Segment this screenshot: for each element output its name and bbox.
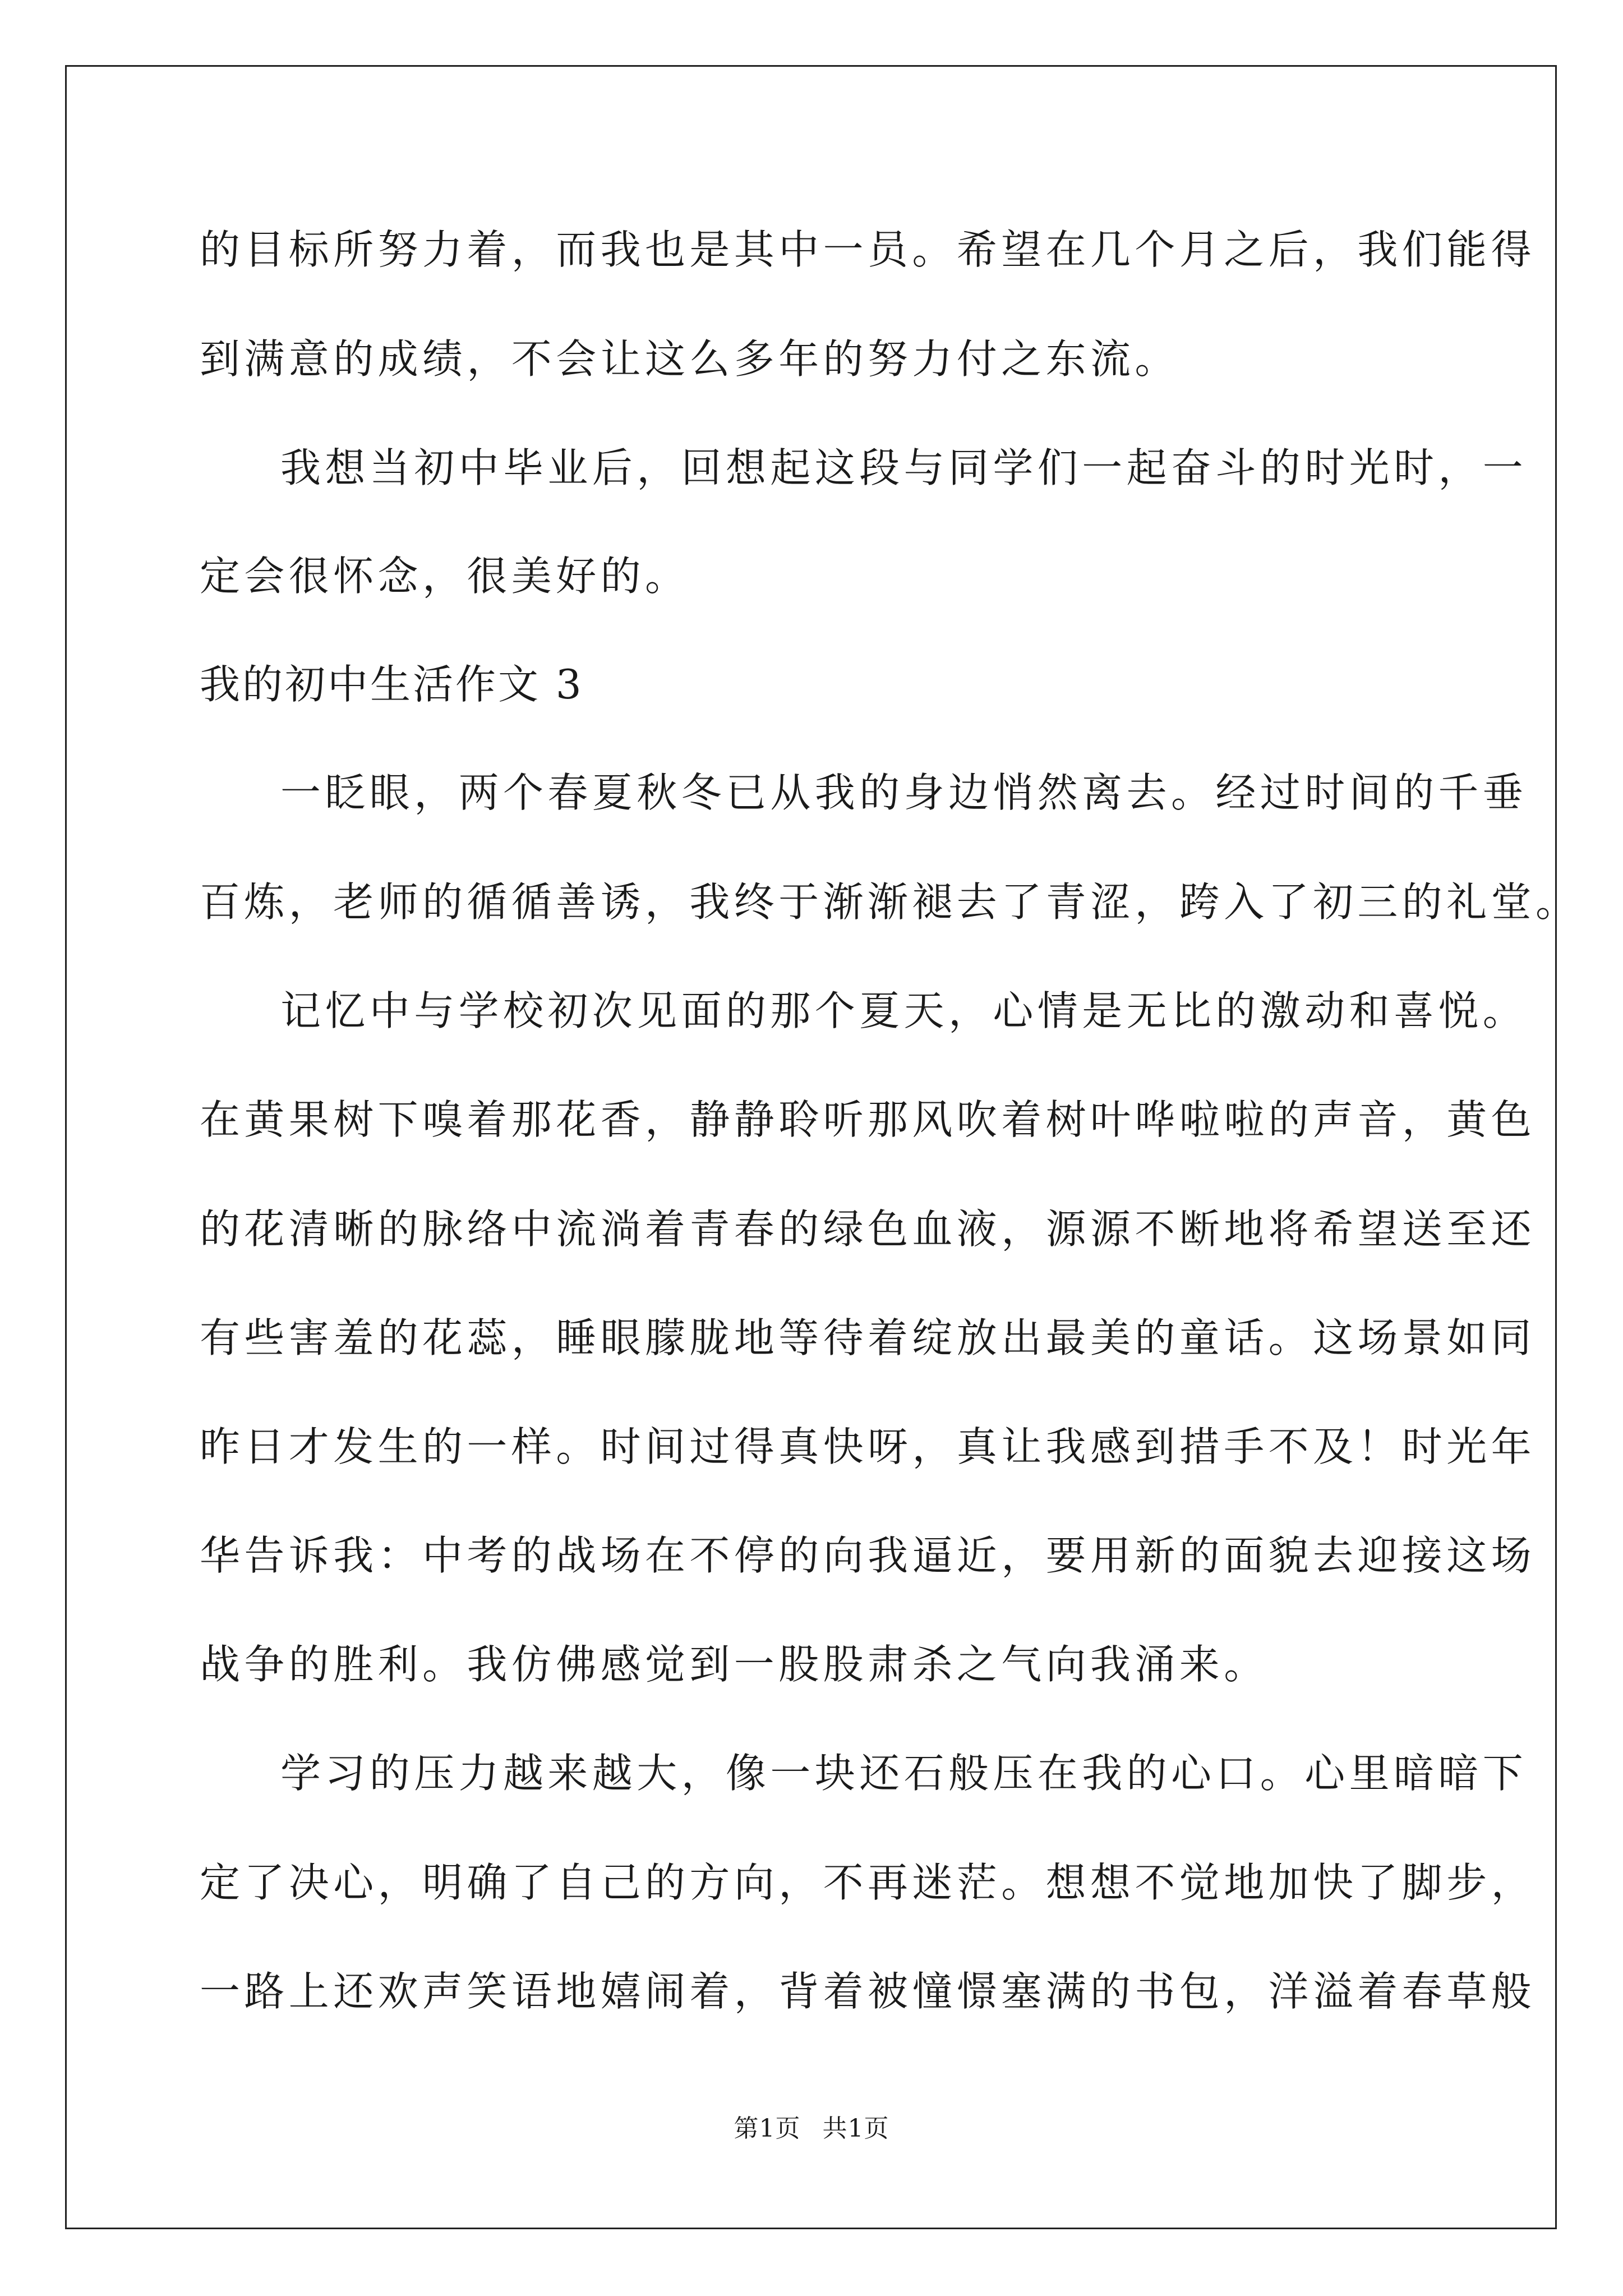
paragraph-start-line: 记忆中与学校初次见面的那个夏天，心情是无比的激动和喜悦。 (280, 987, 1528, 1034)
text-line: 昨日才发生的一样。时间过得真快呀，真让我感到措手不及！时光年 (200, 1423, 1536, 1470)
text-line: 的花清晰的脉络中流淌着青春的绿色血液，源源不断地将希望送至还 (200, 1205, 1536, 1253)
text-line: 定会很怀念，很美好的。 (200, 553, 690, 600)
section-title: 我的初中生活作文 3 (200, 661, 584, 708)
text-line: 华告诉我：中考的战场在不停的向我逼近，要用新的面貌去迎接这场 (200, 1532, 1536, 1579)
page-number-total: 共1页 (822, 2114, 889, 2143)
text-line: 的目标所努力着，而我也是其中一员。希望在几个月之后，我们能得 (200, 226, 1536, 273)
text-line: 到满意的成绩，不会让这么多年的努力付之东流。 (200, 335, 1179, 383)
page-footer (0, 2112, 1623, 2146)
paragraph-start-line: 一眨眼，两个春夏秋冬已从我的身边悄然离去。经过时间的千垂 (280, 769, 1528, 816)
paragraph-start-line: 学习的压力越来越大，像一块还石般压在我的心口。心里暗暗下 (280, 1750, 1528, 1797)
paragraph-start-line: 我想当初中毕业后，回想起这段与同学们一起奋斗的时光时，一 (280, 444, 1528, 491)
text-line: 百炼，老师的循循善诱，我终于渐渐褪去了青涩，跨入了初三的礼堂。 (200, 878, 1580, 926)
text-line: 一路上还欢声笑语地嬉闹着，背着被憧憬塞满的书包，洋溢着春草般 (200, 1968, 1536, 2015)
page-number-current: 第1页 (734, 2114, 801, 2143)
text-line: 在黄果树下嗅着那花香，静静聆听那风吹着树叶哗啦啦的声音，黄色 (200, 1096, 1536, 1143)
text-line: 有些害羞的花蕊，睡眼朦胧地等待着绽放出最美的童话。这场景如同 (200, 1314, 1536, 1361)
text-line: 定了决心，明确了自己的方向，不再迷茫。想想不觉地加快了脚步， (200, 1859, 1536, 1906)
text-line: 战争的胜利。我仿佛感觉到一股股肃杀之气向我涌来。 (200, 1641, 1269, 1688)
